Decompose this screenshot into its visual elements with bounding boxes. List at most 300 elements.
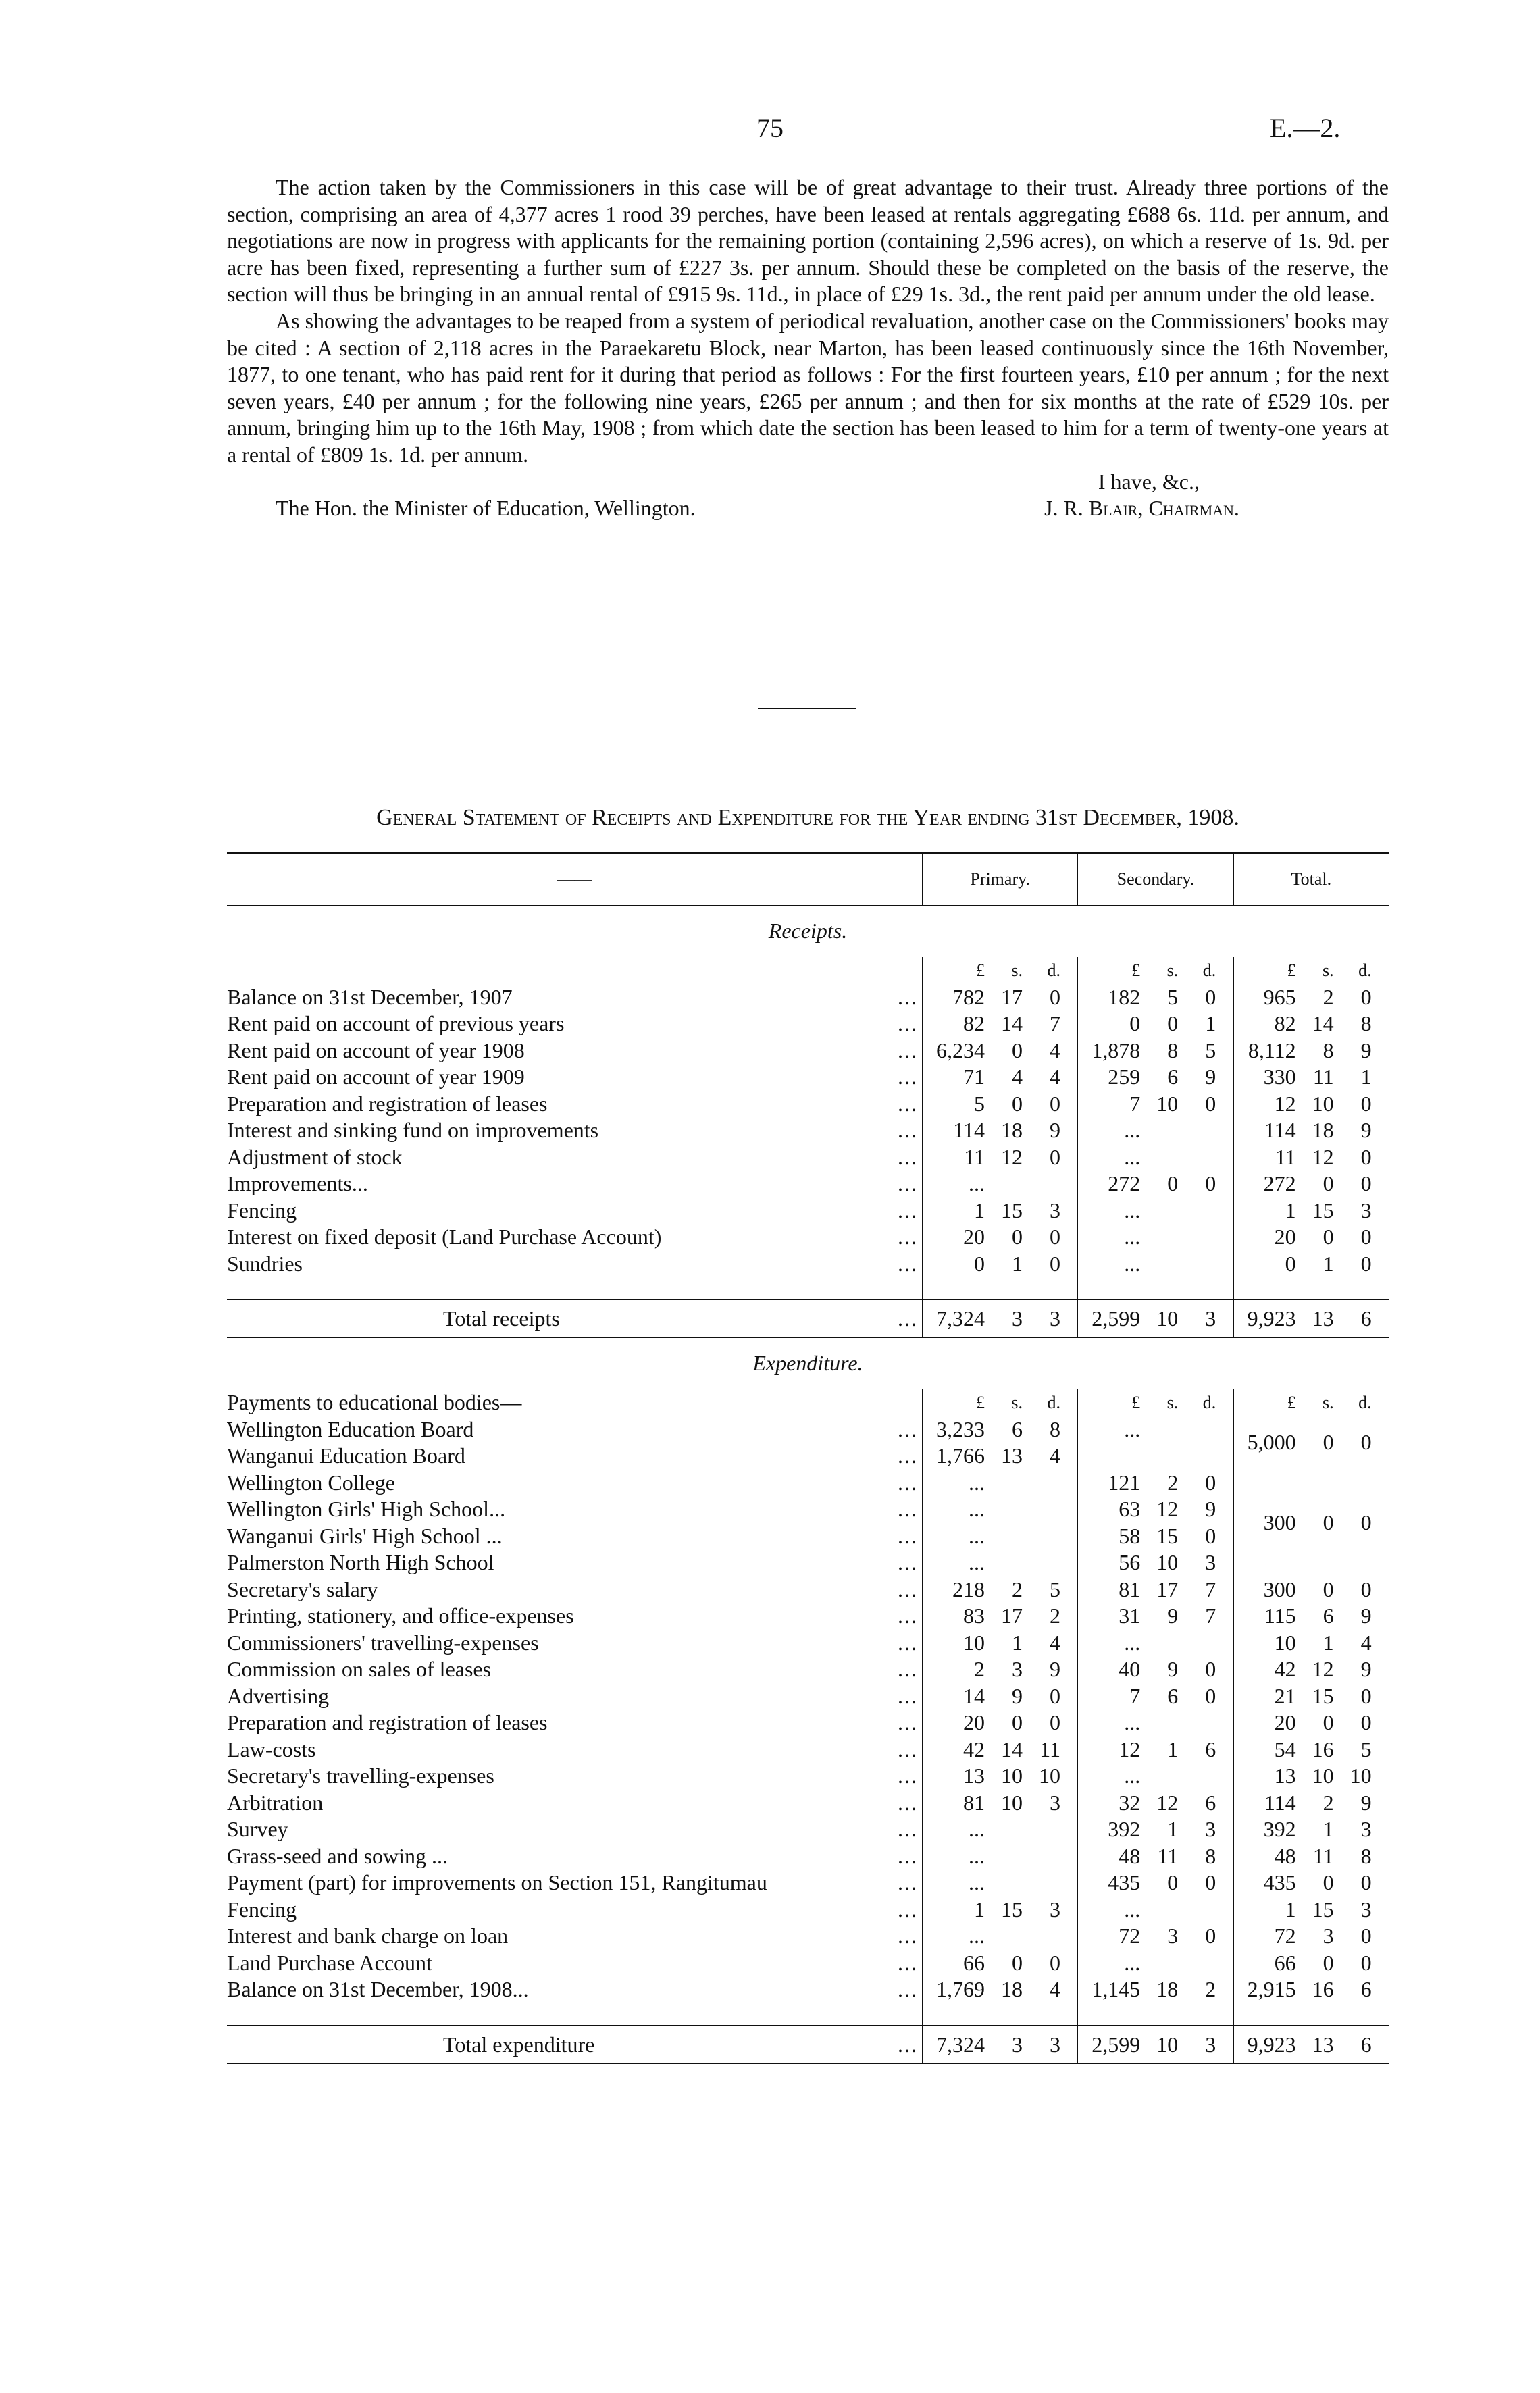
row-label: Rent paid on account of year 1909 — [227, 1064, 525, 1089]
row-label: Adjustment of stock — [227, 1144, 403, 1169]
primary-amount-pounds: 2 — [973, 1657, 985, 1681]
total-amount-pounds: 1 — [1285, 1897, 1296, 1922]
section-divider — [758, 708, 856, 709]
total-amount — [1233, 1736, 1389, 1764]
education-body-row — [227, 1443, 1389, 1470]
row-label: Total receipts — [443, 1306, 560, 1331]
leader-dots: ... — [897, 1870, 918, 1895]
total-amount — [1233, 1144, 1389, 1171]
primary-amount-shillings: 4 — [1011, 1064, 1023, 1089]
primary-amount — [922, 1300, 1077, 1338]
total-amount-pence: 5 — [1360, 1736, 1372, 1761]
expenditure-row — [227, 1870, 1389, 1897]
primary-amount-pence: 5 — [1049, 1576, 1060, 1601]
leader-dots: ... — [897, 1924, 918, 1948]
primary-amount-pounds: 66 — [962, 1950, 985, 1975]
primary-amount-pounds: 20 — [962, 1225, 985, 1249]
total-amount-shillings: 13 — [1312, 1306, 1334, 1331]
secondary-amount — [1078, 1897, 1233, 1924]
primary-amount-pounds: ... — [968, 1497, 985, 1521]
total-amount-shillings: 0 — [1323, 1225, 1334, 1249]
row-label: Rent paid on account of year 1908 — [227, 1037, 525, 1062]
secondary-amount — [1078, 1870, 1233, 1897]
spacer-cell — [1233, 1277, 1389, 1300]
primary-amount — [922, 1010, 1077, 1037]
primary-amount — [922, 1843, 1077, 1870]
secondary-amount-pounds: 58 — [1119, 1523, 1141, 1548]
letter-paragraph: The action taken by the Commissioners in this case will be of great advantage to their trust. Already three portions of the section, comprising an area of 4,377 acres 1 rood 39 perches, have been leased at rentals aggregating £688 6s. 11d. per annum, and negotiations are now in progress with applicants for the remaining portion (containing 2,596 acres), on which a reserve of 1s. 9d. per acre has been fixed, representing a further sum of £227 3s. per annum. Should these be completed on the basis of the reserve, the section will thus be bringing in an annual rental of £915 9s. 11d., in place of £29 1s. 3d., the rent paid per annum under the old lease. — [227, 175, 1389, 307]
secondary-amount-shillings: 1 — [1167, 1817, 1179, 1841]
total-amount — [1233, 1064, 1389, 1091]
primary-amount-shillings: 17 — [1000, 984, 1023, 1009]
primary-amount-pounds: 20 — [962, 1710, 985, 1734]
primary-amount — [922, 2025, 1077, 2063]
secondary-amount-pounds: ... — [1124, 1416, 1141, 1441]
primary-amount-pounds: 11 — [964, 1144, 985, 1169]
secondary-amount — [1078, 1198, 1233, 1225]
total-amount-pounds: 20 — [1274, 1225, 1296, 1249]
total-amount-shillings: 2 — [1323, 984, 1334, 1009]
total-amount-pence: 9 — [1360, 1790, 1372, 1815]
total-amount — [1233, 1170, 1389, 1198]
primary-amount-pence: 0 — [1049, 1091, 1060, 1116]
row-description — [227, 1870, 922, 1897]
header-primary: Primary. — [922, 853, 1077, 906]
header-total: Total. — [1233, 853, 1389, 906]
total-amount-shillings: 1 — [1323, 1251, 1334, 1276]
primary-amount-shillings: 14 — [1000, 1011, 1023, 1035]
expenditure-row — [227, 1709, 1389, 1736]
primary-amount-pence: 3 — [1049, 1897, 1060, 1922]
education-body-row — [227, 1496, 1389, 1523]
row-label: Survey — [227, 1817, 288, 1841]
primary-amount-shillings: 15 — [1000, 1198, 1023, 1223]
secondary-amount-pence: 6 — [1205, 1790, 1216, 1815]
total-amount-shillings: 18 — [1312, 1118, 1334, 1142]
secondary-amount — [1078, 1736, 1233, 1764]
leader-dots: ... — [897, 1683, 918, 1708]
row-label: Fencing — [227, 1198, 297, 1223]
receipt-row — [227, 1091, 1389, 1118]
expenditure-row — [227, 1790, 1389, 1817]
primary-amount-shillings: 0 — [1011, 1091, 1023, 1116]
primary-amount — [922, 1443, 1077, 1470]
total-amount-pence: 3 — [1360, 1198, 1372, 1223]
expenditure-section — [227, 1338, 1389, 2064]
secondary-amount-pounds: 72 — [1119, 1924, 1141, 1948]
secondary-amount — [1078, 1923, 1233, 1950]
units-cell — [1078, 1389, 1233, 1416]
unit-label: d. — [1358, 1393, 1372, 1412]
total-amount-shillings: 0 — [1323, 1710, 1334, 1734]
secondary-amount — [1078, 1950, 1233, 1977]
secondary-amount-pounds: ... — [1124, 1118, 1141, 1142]
primary-amount-pounds: 7,324 — [935, 1306, 985, 1331]
primary-amount-pounds: ... — [968, 1470, 985, 1495]
primary-amount-shillings: 1 — [1011, 1630, 1023, 1655]
secondary-amount — [1078, 2025, 1233, 2063]
secondary-amount — [1078, 1683, 1233, 1710]
total-amount-pounds: 115 — [1264, 1603, 1296, 1628]
secondary-amount-pounds: 1,145 — [1092, 1977, 1141, 2001]
secondary-amount-shillings: 15 — [1156, 1523, 1179, 1548]
row-description — [227, 1523, 922, 1550]
secondary-amount-pence: 3 — [1205, 1306, 1216, 1331]
education-body-row — [227, 1470, 1389, 1497]
receipts-heading-row — [227, 906, 1389, 958]
primary-amount-shillings: 3 — [1011, 1657, 1023, 1681]
leader-dots: ... — [897, 1710, 918, 1734]
leader-dots: ... — [897, 1225, 918, 1249]
total-amount-shillings: 8 — [1323, 1037, 1334, 1062]
row-description — [227, 1496, 922, 1523]
primary-amount-shillings: 3 — [1011, 2032, 1023, 2057]
secondary-amount-shillings: 6 — [1167, 1064, 1179, 1089]
expenditure-row — [227, 1923, 1389, 1950]
row-label: Interest and bank charge on loan — [227, 1924, 509, 1948]
leader-dots: ... — [897, 1118, 918, 1142]
secondary-amount — [1078, 1470, 1233, 1497]
leader-dots: ... — [897, 1064, 918, 1089]
secondary-amount-pounds: 40 — [1119, 1657, 1141, 1681]
secondary-amount — [1078, 1630, 1233, 1657]
leader-dots: ... — [897, 1550, 918, 1574]
units-blank — [227, 957, 922, 984]
receipt-row — [227, 1170, 1389, 1198]
secondary-amount-pounds: ... — [1124, 1198, 1141, 1223]
primary-amount — [922, 1224, 1077, 1251]
total-amount — [1233, 1630, 1389, 1657]
total-amount-shillings: 1 — [1323, 1817, 1334, 1841]
primary-amount-shillings: 2 — [1011, 1576, 1023, 1601]
total-amount — [1233, 2025, 1389, 2063]
primary-amount-pounds: 14 — [962, 1683, 985, 1708]
leader-dots: ... — [897, 1037, 918, 1062]
total-amount-shillings: 2 — [1323, 1790, 1334, 1815]
primary-amount-shillings: 3 — [1011, 1306, 1023, 1331]
total-amount-pence: 0 — [1360, 1171, 1372, 1195]
primary-amount — [922, 1549, 1077, 1576]
primary-boards-total — [1233, 1416, 1389, 1470]
leader-dots: ... — [897, 1011, 918, 1035]
secondary-amount-shillings: 0 — [1167, 1011, 1179, 1035]
primary-amount-pence: 3 — [1049, 1790, 1060, 1815]
total-amount-pounds: 11 — [1275, 1144, 1296, 1169]
expenditure-row — [227, 1763, 1389, 1790]
total-amount-pence: 0 — [1360, 1576, 1372, 1601]
expenditure-row — [227, 1576, 1389, 1603]
row-description — [227, 1091, 922, 1118]
row-label: Rent paid on account of previous years — [227, 1011, 565, 1035]
row-label: Secretary's travelling-expenses — [227, 1764, 494, 1788]
table-title: General Statement of Receipts and Expenditure for the Year ending 31st December, 1908. — [376, 805, 1239, 830]
secondary-amount-pounds: ... — [1124, 1144, 1141, 1169]
unit-label: s. — [1323, 1393, 1334, 1412]
secondary-amount — [1078, 1523, 1233, 1550]
total-amount-pence: 0 — [1360, 1683, 1372, 1708]
primary-amount-pence: 0 — [1049, 1251, 1060, 1276]
secondary-amount-pence: 1 — [1205, 1011, 1216, 1035]
primary-amount-pounds: 10 — [962, 1630, 985, 1655]
total-amount-pence: 0 — [1360, 1950, 1372, 1975]
secondary-amount-pence: 0 — [1205, 1171, 1216, 1195]
row-label: Improvements... — [227, 1171, 368, 1195]
primary-amount — [922, 1950, 1077, 1977]
secondary-amount-pence: 0 — [1205, 1523, 1216, 1548]
secondary-amount-shillings: 10 — [1156, 2032, 1179, 2057]
receipt-row — [227, 1064, 1389, 1091]
unit-label: s. — [1166, 960, 1179, 980]
total-amount-pence: 3 — [1360, 1817, 1372, 1841]
total-amount — [1233, 1790, 1389, 1817]
primary-amount-pounds: 782 — [952, 984, 985, 1009]
secondary-amount-pounds: 81 — [1119, 1576, 1141, 1601]
report-code: E.—2. — [1270, 113, 1341, 143]
spacer-cell — [1078, 1277, 1233, 1300]
primary-amount — [922, 1144, 1077, 1171]
total-amount-pence: 0 — [1360, 1091, 1372, 1116]
secondary-amount-pounds: ... — [1124, 1950, 1141, 1975]
secondary-amount-pounds: 32 — [1119, 1790, 1141, 1815]
letter-closing: I have, &c., — [1098, 469, 1200, 494]
total-amount-pounds: 82 — [1274, 1011, 1296, 1035]
education-body-row — [227, 1416, 1389, 1443]
primary-amount-shillings: 18 — [1000, 1977, 1023, 2001]
row-label: Palmerston North High School — [227, 1550, 494, 1574]
leader-dots: ... — [897, 1497, 918, 1521]
secondary-amount-pence: 9 — [1205, 1064, 1216, 1089]
row-label: Balance on 31st December, 1908... — [227, 1977, 529, 2001]
primary-amount — [922, 1170, 1077, 1198]
primary-amount-pence: 8 — [1049, 1416, 1060, 1441]
total-amount-pounds: 48 — [1274, 1843, 1296, 1868]
primary-amount-pence: 9 — [1049, 1657, 1060, 1681]
row-label: Secretary's salary — [227, 1576, 378, 1601]
total-amount-shillings: 0 — [1323, 1576, 1334, 1601]
leader-dots: ... — [897, 1817, 918, 1841]
units-cell — [922, 957, 1077, 984]
expenditure-intro-row — [227, 1389, 1389, 1416]
secondary-amount-shillings: 0 — [1167, 1171, 1179, 1195]
receipts-heading: Receipts. — [768, 919, 848, 944]
secondary-amount-shillings: 9 — [1167, 1657, 1179, 1681]
primary-amount — [922, 1117, 1077, 1144]
expenditure-row — [227, 1630, 1389, 1657]
total-amount-pounds: 66 — [1274, 1950, 1296, 1975]
total-amount-pounds: 9,923 — [1247, 2032, 1296, 2057]
row-label: Commission on sales of leases — [227, 1657, 492, 1681]
units-cell — [1233, 957, 1389, 984]
expenditure-row — [227, 1683, 1389, 1710]
total-amount-shillings: 6 — [1323, 1603, 1334, 1628]
primary-amount-shillings: 15 — [1000, 1897, 1023, 1922]
secondary-amount-pence: 6 — [1205, 1736, 1216, 1761]
total-amount-pence: 6 — [1360, 1977, 1372, 2001]
total-amount — [1233, 1603, 1389, 1630]
total-amount — [1233, 1251, 1389, 1278]
secondary-amount — [1078, 1656, 1233, 1683]
secondary-amount-pounds: 435 — [1108, 1870, 1141, 1895]
primary-amount-shillings: 17 — [1000, 1603, 1023, 1628]
secondary-amount-pence: 3 — [1205, 2032, 1216, 2057]
secondary-amount-pounds: 259 — [1108, 1064, 1141, 1089]
secondary-amount — [1078, 984, 1233, 1011]
row-label: Payments to educational bodies— — [227, 1390, 522, 1414]
secondary-amount-shillings: 10 — [1156, 1091, 1179, 1116]
receipts-total-row — [227, 1300, 1389, 1338]
group-total-part: 0 — [1323, 1430, 1334, 1455]
total-amount — [1233, 1010, 1389, 1037]
leader-dots: ... — [897, 1950, 918, 1975]
secondary-amount — [1078, 1251, 1233, 1278]
units-cell — [1233, 1389, 1389, 1416]
primary-amount-pence: 0 — [1049, 1950, 1060, 1975]
education-body-row — [227, 1549, 1389, 1576]
primary-amount-pounds: ... — [968, 1523, 985, 1548]
total-amount — [1233, 1870, 1389, 1897]
unit-label: £ — [1131, 1393, 1141, 1412]
primary-amount — [922, 1416, 1077, 1443]
total-amount-shillings: 10 — [1312, 1764, 1334, 1788]
secondary-amount-pence: 0 — [1205, 1870, 1216, 1895]
total-amount-pounds: 272 — [1263, 1171, 1296, 1195]
header-secondary: Secondary. — [1078, 853, 1233, 906]
primary-amount — [922, 1630, 1077, 1657]
total-amount — [1233, 1923, 1389, 1950]
total-amount — [1233, 1950, 1389, 1977]
expenditure-row — [227, 1950, 1389, 1977]
total-amount-pence: 9 — [1360, 1603, 1372, 1628]
leader-dots: ... — [897, 1306, 918, 1331]
total-amount-pounds: 8,112 — [1248, 1037, 1296, 1062]
row-description — [227, 1064, 922, 1091]
units-row — [227, 957, 1389, 984]
secondary-amount — [1078, 1576, 1233, 1603]
primary-amount-pounds: 81 — [962, 1790, 985, 1815]
total-amount-shillings: 15 — [1312, 1897, 1334, 1922]
row-label: Total expenditure — [443, 2032, 595, 2057]
primary-amount — [922, 1709, 1077, 1736]
total-amount — [1233, 1656, 1389, 1683]
primary-amount-pounds: 42 — [962, 1736, 985, 1761]
secondary-amount-shillings: 9 — [1167, 1603, 1179, 1628]
primary-amount-shillings: 9 — [1011, 1683, 1023, 1708]
row-description — [227, 1549, 922, 1576]
secondary-amount-pounds: 2,599 — [1092, 2032, 1141, 2057]
total-amount — [1233, 984, 1389, 1011]
row-label: Preparation and registration of leases — [227, 1091, 548, 1116]
row-description — [227, 1389, 922, 1416]
primary-amount-pounds: 114 — [953, 1118, 985, 1142]
row-description — [227, 1630, 922, 1657]
total-amount-shillings: 0 — [1323, 1870, 1334, 1895]
receipt-row — [227, 1144, 1389, 1171]
total-amount — [1233, 1709, 1389, 1736]
addressee: The Hon. the Minister of Education, Wellington. — [276, 496, 696, 521]
receipt-row — [227, 1224, 1389, 1251]
group-total-part: 0 — [1323, 1510, 1334, 1535]
total-amount-shillings: 10 — [1312, 1091, 1334, 1116]
secondary-amount — [1078, 1170, 1233, 1198]
secondary-amount-pence: 3 — [1205, 1817, 1216, 1841]
primary-amount-pounds: 83 — [962, 1603, 985, 1628]
secondary-amount-shillings: 18 — [1156, 1977, 1179, 2001]
total-amount-shillings: 16 — [1312, 1977, 1334, 2001]
row-label: Wellington Girls' High School... — [227, 1497, 506, 1521]
total-amount-shillings: 0 — [1323, 1171, 1334, 1195]
row-label: Payment (part) for improvements on Section 151, Rangitumau — [227, 1870, 767, 1895]
total-amount-pounds: 2,915 — [1247, 1977, 1296, 2001]
primary-amount-pence: 2 — [1049, 1603, 1060, 1628]
leader-dots: ... — [897, 1657, 918, 1681]
total-amount-pounds: 54 — [1274, 1736, 1296, 1761]
secondary-amount-pounds: ... — [1124, 1251, 1141, 1276]
row-label: Wellington Education Board — [227, 1416, 474, 1441]
row-description — [227, 1144, 922, 1171]
row-description — [227, 1170, 922, 1198]
total-amount-pounds: 12 — [1274, 1091, 1296, 1116]
secondary-amount-pence: 0 — [1205, 1470, 1216, 1495]
statement-table — [227, 852, 1389, 2064]
leader-dots: ... — [897, 1630, 918, 1655]
leader-dots: ... — [897, 984, 918, 1009]
row-description — [227, 1950, 922, 1977]
secondary-amount-pence: 7 — [1205, 1603, 1216, 1628]
total-amount-pence: 0 — [1360, 1144, 1372, 1169]
row-description — [227, 1763, 922, 1790]
total-amount — [1233, 1976, 1389, 2003]
spacer-cell — [1078, 2003, 1233, 2026]
secondary-amount — [1078, 1416, 1233, 1443]
total-amount-shillings: 11 — [1312, 1064, 1334, 1089]
total-amount — [1233, 1300, 1389, 1338]
primary-amount-pounds: ... — [968, 1870, 985, 1895]
receipts-section — [227, 906, 1389, 1338]
unit-label: s. — [1166, 1393, 1179, 1412]
total-amount-pence: 6 — [1360, 1306, 1372, 1331]
leader-dots: ... — [897, 1576, 918, 1601]
leader-dots: ... — [897, 2032, 918, 2057]
primary-amount-pence: 4 — [1049, 1630, 1060, 1655]
row-label: Printing, stationery, and office-expenses — [227, 1603, 574, 1628]
primary-amount-pounds: ... — [968, 1550, 985, 1574]
secondary-amount-pence: 9 — [1205, 1497, 1216, 1521]
expenditure-row — [227, 1816, 1389, 1843]
secondary-amount-pounds: 56 — [1119, 1550, 1141, 1574]
total-amount — [1233, 1037, 1389, 1064]
row-description — [227, 1010, 922, 1037]
primary-amount-pounds: 5 — [973, 1091, 985, 1116]
secondary-amount-shillings: 10 — [1156, 1306, 1179, 1331]
row-description — [227, 1843, 922, 1870]
unit-label: s. — [1011, 1393, 1023, 1412]
unit-label: £ — [1287, 960, 1296, 980]
secondary-amount — [1078, 1496, 1233, 1523]
secondary-amount-shillings: 3 — [1167, 1924, 1179, 1948]
total-amount — [1233, 1224, 1389, 1251]
primary-amount-shillings: 14 — [1000, 1736, 1023, 1761]
total-amount-pence: 6 — [1360, 2032, 1372, 2057]
primary-amount — [922, 1923, 1077, 1950]
primary-amount-pence: 9 — [1049, 1118, 1060, 1142]
secondary-amount-pounds: ... — [1124, 1630, 1141, 1655]
expenditure-row — [227, 1656, 1389, 1683]
primary-amount-pounds: 1 — [973, 1897, 985, 1922]
secondary-amount — [1078, 1976, 1233, 2003]
total-amount-pence: 4 — [1360, 1630, 1372, 1655]
primary-amount-pounds: 3,233 — [935, 1416, 985, 1441]
primary-amount-pence: 0 — [1049, 1225, 1060, 1249]
